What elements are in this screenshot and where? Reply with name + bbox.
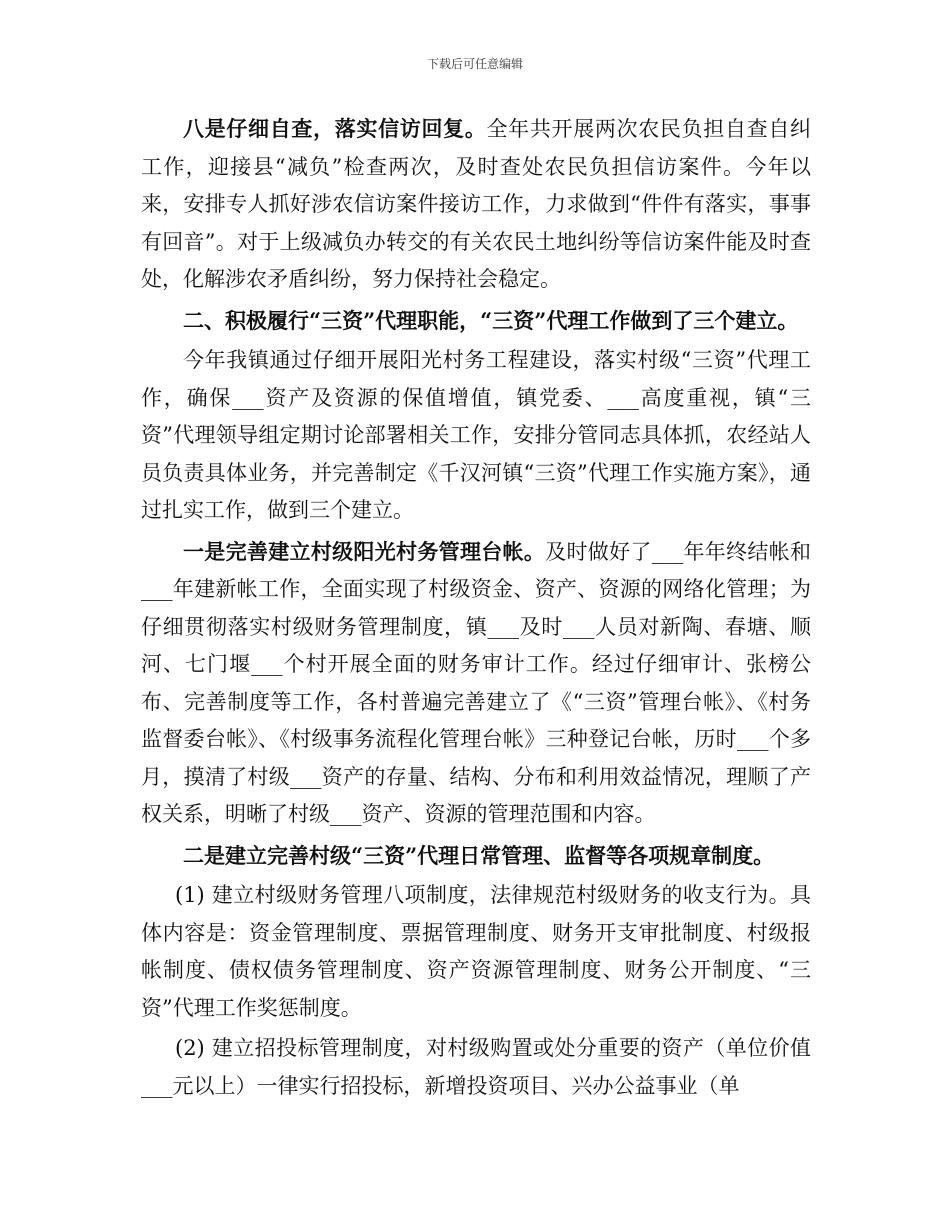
paragraph-4 [141,533,811,834]
page-header: 下载后可任意编辑 [426,57,523,71]
document-body [141,110,811,1105]
paragraph-5-heading: 二是建立完善村级“三资”代理日常管理、监督等各项规章制度。 [183,842,775,868]
paragraph-1-text: 全年共开展两次农民负担自查自纠工作，迎接县“减负”检查两次，及时查处农民负担信访案件。今年以来，安排专人抓好涉农信访案件接访工作，力求做到“件件有落实，事事有回音”。对于上级减负办转交的有关农民土地纠纷等信访案件能及时查处，化解涉农矛盾纠纷，努力保持社会稳定。 [141,117,811,291]
paragraph-3: 今年我镇通过仔细开展阳光村务工程建设，落实村级“三资”代理工作，确保___资产及资源的保值增值，镇党委、___高度重视，镇“三资”代理领导组定期讨论部署相关工作，安排分管同志具体抓，农经站人员负责具体业务，并完善制定《千汉河镇“三资”代理工作实施方案》，通过扎实工作，做到三个建立。 [141,348,811,522]
paragraph-4-text: 及时做好了___年年终结帐和___年建新帐工作，全面实现了村级资金、资产、资源的网络化管理；为仔细贯彻落实村级财务管理制度，镇___及时___人员对新陶、春塘、顺河、七门堰___个村开展全面的财务审计工作。经过仔细审计、张榜公布、完善制度等工作，各村普遍完善建立了《“三资”管理台帐》、《村务监督委台帐》、《村级事务流程化管理台帐》三种登记台帐，历时___个多月，摸清了村级___资产的存量、结构、分布和利用效益情况，理顺了产权关系，明晰了村级___资产、资源的管理范围和内容。 [141,539,812,826]
section-heading-2: 二、积极履行“三资”代理职能，“三资”代理工作做到了三个建立。 [183,307,799,333]
paragraph-7: (2) 建立招投标管理制度，对村级购置或处分重要的资产（单位价值___元以上）一律实行招投标，新增投资项目、兴办公益事业（单 [141,1036,811,1098]
paragraph-6: (1) 建立村级财务管理八项制度，法律规范村级财务的收支行为。具体内容是：资金管理制度、票据管理制度、财务开支审批制度、村级报帐制度、债权债务管理制度、资产资源管理制度、财务公开制度、“三资”代理工作奖惩制度。 [141,883,811,1020]
paragraph-1-lead: 八是仔细自查，落实信访回复。 [183,116,487,141]
paragraph-4-lead: 一是完善建立村级阳光村务管理台帐。 [183,538,546,564]
paragraph-1 [141,110,811,299]
